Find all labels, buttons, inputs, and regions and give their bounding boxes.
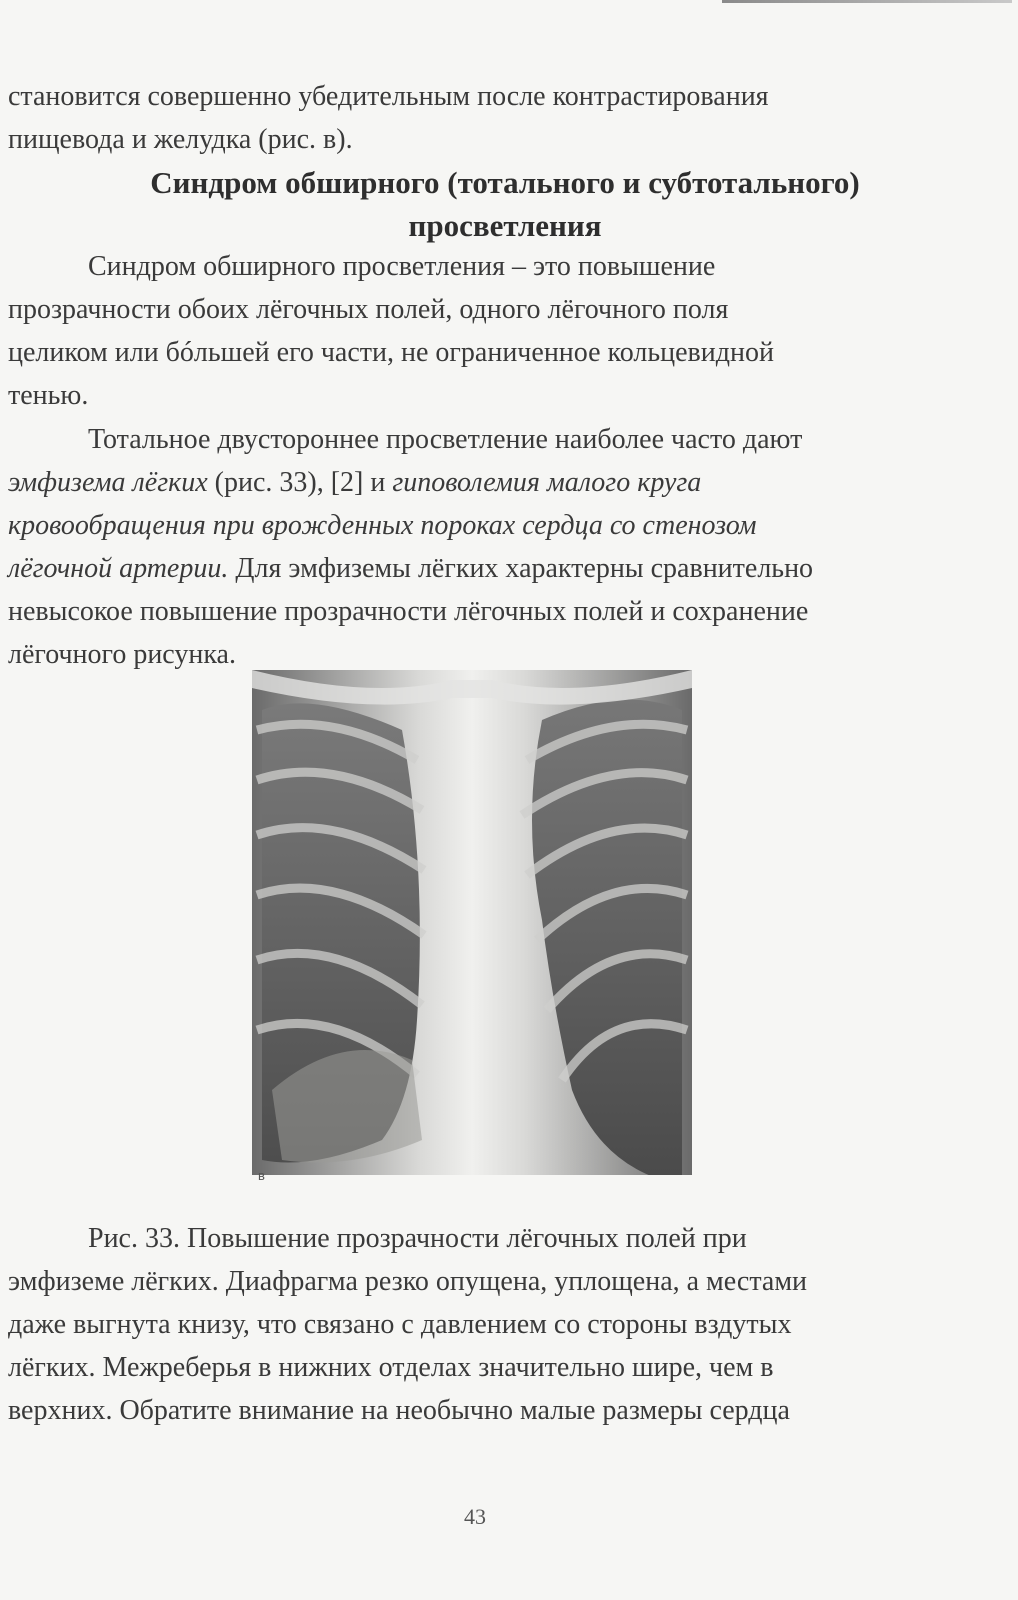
plain-text: (рис. 33), [2] и [207,467,393,498]
top-rule [722,0,1012,3]
italic-term: эмфизема лёгких [8,467,208,498]
paragraph-line: прозрачности обоих лёгочных полей, одного лёгочного поля [8,294,729,325]
paragraph-line: Синдром обширного просветления – это повышение [88,251,716,282]
heading-line: просветления [408,208,602,243]
paragraph-line: невысокое повышение прозрачности лёгочных полей и сохранение [8,596,809,627]
caption-line: лёгких. Межреберья в нижних отделах значительно шире, чем в [8,1352,774,1383]
intro-paragraph [8,75,950,161]
italic-line: кровообращения при врожденных пороках сердца со стенозом [8,510,757,541]
definition-paragraph [8,245,950,417]
caption-line: эмфиземе лёгких. Диафрагма резко опущена, уплощена, а местами [8,1266,808,1297]
caption-line: даже выгнута книзу, что связано с давлением со стороны вздутых [8,1309,792,1340]
paragraph-line [8,461,950,504]
intro-line: пищевода и желудка (рис. в). [8,124,353,155]
italic-term: лёгочной артерии. [8,553,229,584]
plain-text: Для эмфиземы лёгких характерны сравнительно [228,553,814,584]
caption-line: Рис. 33. Повышение прозрачности лёгочных полей при [88,1223,747,1254]
image-label: в [258,1168,265,1183]
paragraph-line [8,547,950,590]
heading-line: Синдром обширного (тотального и субтотального) [150,165,860,200]
causes-paragraph [8,418,950,676]
intro-line: становится совершенно убедительным после контрастирования [8,81,769,112]
paragraph-line: целиком или бóльшей его части, не ограниченное кольцевидной [8,337,774,368]
paragraph-line: Тотальное двустороннее просветление наиболее часто дают [88,424,803,455]
section-heading [60,161,950,247]
paragraph-line: тенью. [8,380,89,411]
caption-line: верхних. Обратите внимание на необычно малые размеры сердца [8,1395,790,1426]
paragraph-line: лёгочного рисунка. [8,639,236,670]
italic-term: гиповолемия малого круга [392,467,702,498]
figure-caption [8,1217,950,1432]
chest-xray-image [252,670,692,1192]
page-number: 43 [464,1504,486,1529]
